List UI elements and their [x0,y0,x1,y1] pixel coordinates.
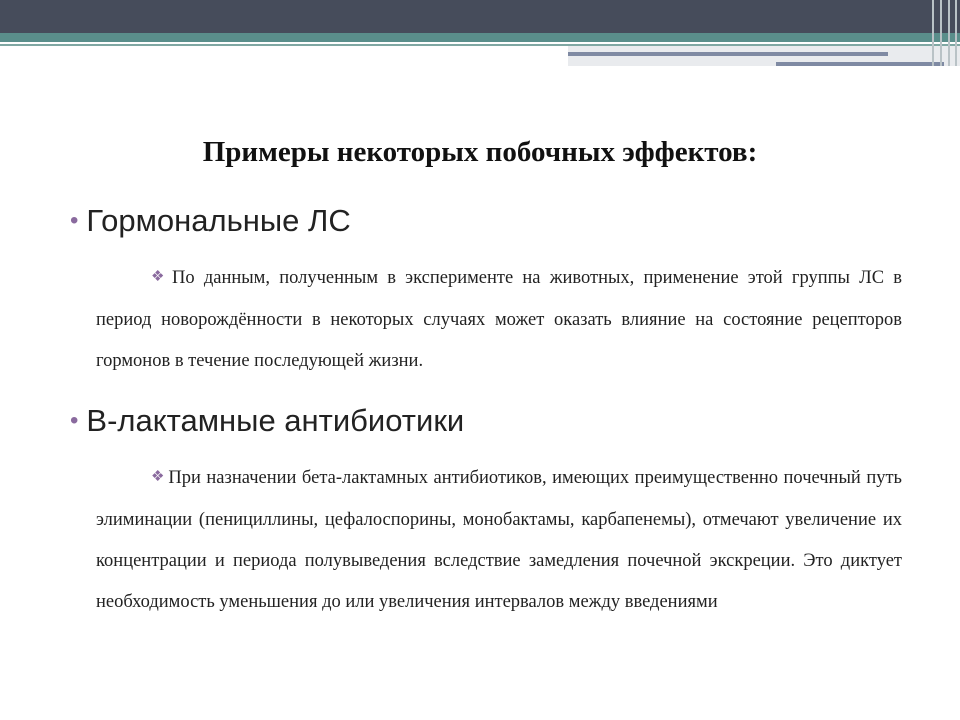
paragraph-beta-lactam-text: При назначении бета-лактамных антибиотиков, имеющих преимущественно почечный путь элиминации (пенициллины, цефалоспорины, монобактамы, карбапенемы), отмечают увеличение их концентрации и периода полувыведения вследствие замедления почечной экскреции. Это диктует необходимость уменьшения до или увеличения интервалов между введениями [96,468,902,612]
header-dark-bar [0,0,960,33]
bullet-hormonal [70,203,351,239]
corner-stripes [928,0,960,66]
bullet-beta-lactam [70,403,464,439]
header-teal-band [0,33,960,42]
diamond-bullet-icon: ❖ [151,269,170,285]
diamond-bullet-icon: ❖ [151,469,166,485]
paragraph-hormonal-text: По данным, полученным в эксперименте на животных, применение этой группы ЛС в период новорождённости в некоторых случаях может оказать влияние на состояние рецепторов гормонов в течение последующей жизни. [96,268,902,371]
bullet-dot-icon: • [70,407,79,434]
header-blue-line-upper [568,52,888,56]
header-blue-line-lower [776,62,944,66]
paragraph-hormonal [96,258,902,382]
paragraph-beta-lactam [96,458,902,623]
slide-title: Примеры некоторых побочных эффектов: [202,136,758,168]
bullet-hormonal-label: Гормональные ЛС [86,203,351,238]
bullet-beta-lactam-label: B-лактамные антибиотики [86,403,465,438]
bullet-dot-icon: • [70,207,79,234]
